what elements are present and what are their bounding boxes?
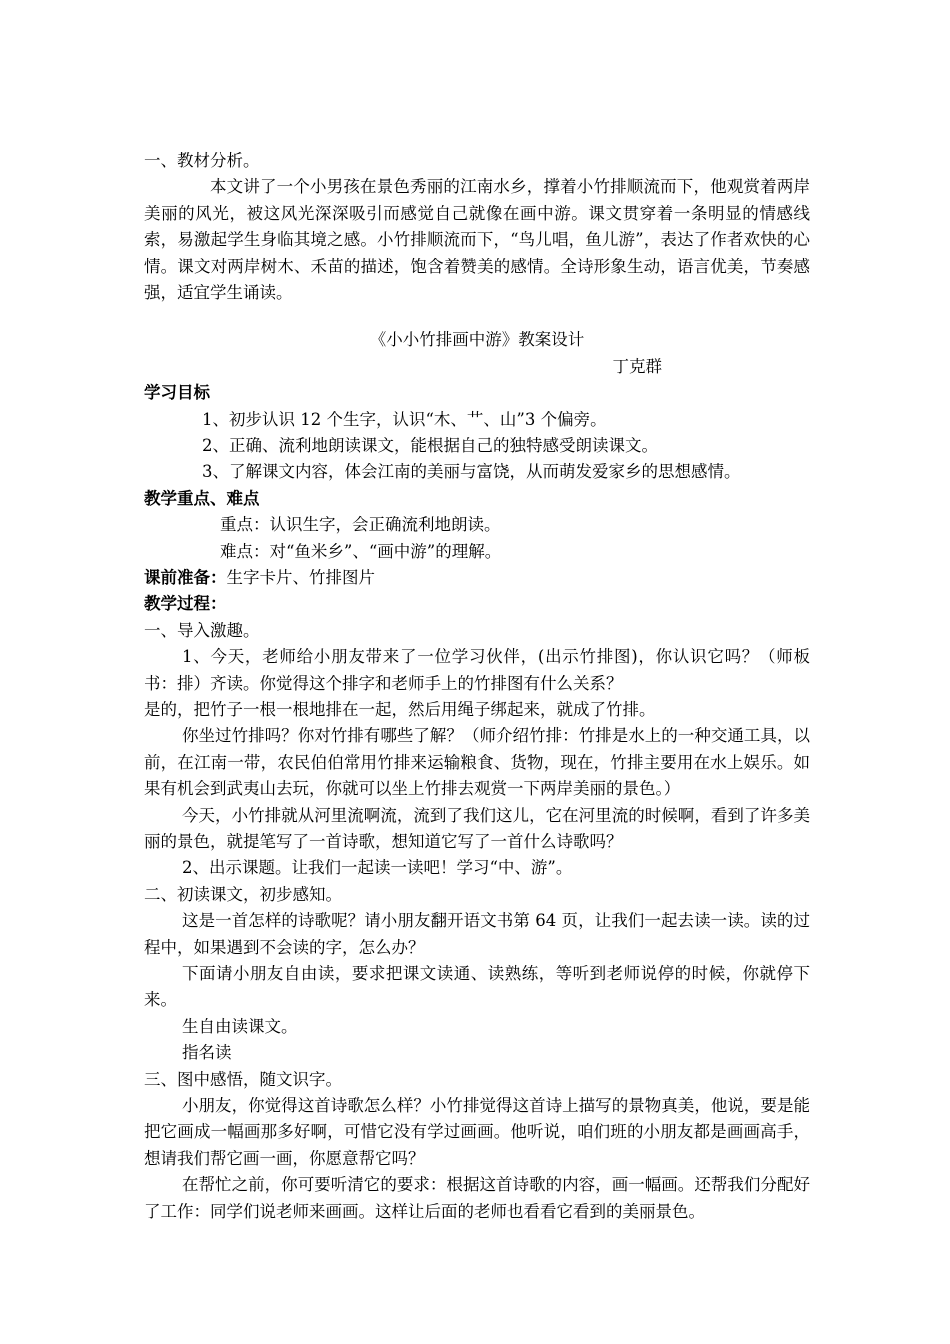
learning-goal-item: 1、初步认识 12 个生字，认识“木、艹、山”3 个偏旁。 bbox=[202, 409, 607, 429]
difficult-point-text: 难点：对“鱼米乡”、“画中游”的理解。 bbox=[220, 541, 502, 561]
step-heading-picture-understanding: 三、图中感悟，随文识字。 bbox=[144, 1069, 342, 1089]
first-reading-paragraph: 指名读 bbox=[182, 1043, 232, 1063]
intro-paragraph: 1、今天，老师给小朋友带来了一位学习伙伴，(出示竹排图)，你认识它吗？（师板书：排）齐读。你觉得这个排字和老师手上的竹排图有什么关系？ bbox=[144, 647, 810, 693]
first-reading-paragraph: 下面请小朋友自由读，要求把课文读通、读熟练，等听到老师说停的时候，你就停下来。 bbox=[144, 963, 810, 1010]
document-title: 《小小竹排画中游》教案设计 bbox=[369, 330, 585, 350]
teaching-process-heading: 教学过程： bbox=[144, 594, 227, 614]
textbook-analysis-paragraph: 本文讲了一个小男孩在景色秀丽的江南水乡，撑着小竹排顺流而下，他观赏着两岸美丽的风光，被这风光深深吸引而感觉自己就像在画中游。课文贯穿着一条明显的情感线索，易激起学生身临其境之感。小竹排顺流而下，“鸟儿唱，鱼儿游”，表达了作者欢快的心情。课文对两岸树木、禾苗的描述，饱含着赞美的感情。全诗形象生动，语言优美，节奏感强，适宜学生诵读。 bbox=[144, 177, 810, 303]
key-points-heading: 教学重点、难点 bbox=[144, 488, 260, 508]
learning-goals-heading: 学习目标 bbox=[144, 383, 210, 403]
preparation-text: 生字卡片、竹排图片 bbox=[226, 567, 375, 587]
step-heading-first-reading: 二、初读课文，初步感知。 bbox=[144, 884, 342, 904]
intro-paragraph: 今天，小竹排就从河里流啊流，流到了我们这儿，它在河里流的时候啊，看到了许多美丽的景色，就提笔写了一首诗歌，想知道它写了一首什么诗歌吗？ bbox=[144, 805, 810, 851]
learning-goal-item: 2、正确、流利地朗读课文，能根据自己的独特感受朗读课文。 bbox=[202, 435, 658, 455]
step-heading-intro: 一、导入激趣。 bbox=[144, 620, 260, 640]
intro-paragraph: 你坐过竹排吗？你对竹排有哪些了解？（师介绍竹排：竹排是水上的一种交通工具，以前，在江南一带，农民伯伯常用竹排来运输粮食、货物，现在，竹排主要用在水上娱乐。如果有机会到武夷山去玩，你就可以坐上竹排去观赏一下两岸美丽的景色。） bbox=[144, 726, 810, 799]
picture-understanding-paragraph: 小朋友，你觉得这首诗歌怎么样？小竹排觉得这首诗上描写的景物真美，他说，要是能把它画成一幅画那多好啊，可惜它没有学过画画。他听说，咱们班的小朋友都是画画高手，想请我们帮它画一画，你愿意帮它吗？ bbox=[144, 1095, 810, 1168]
key-point-text: 重点：认识生字，会正确流利地朗读。 bbox=[220, 515, 501, 535]
intro-paragraph: 是的，把竹子一根一根地排在一起，然后用绳子绑起来，就成了竹排。 bbox=[144, 699, 656, 719]
author-name: 丁克群 bbox=[612, 356, 662, 376]
first-reading-paragraph: 这是一首怎样的诗歌呢？请小朋友翻开语文书第 64 页，让我们一起去读一读。读的过程中，如果遇到不会读的字，怎么办？ bbox=[144, 911, 810, 957]
section-heading-textbook-analysis: 一、教材分析。 bbox=[144, 151, 260, 170]
first-reading-paragraph: 生自由读课文。 bbox=[182, 1016, 298, 1036]
picture-understanding-paragraph: 在帮忙之前，你可要听清它的要求：根据这首诗歌的内容，画一幅画。还帮我们分配好了工作：同学们说老师来画画。这样让后面的老师也看看它看到的美丽景色。 bbox=[144, 1175, 810, 1221]
intro-paragraph: 2、出示课题。让我们一起读一读吧！学习“中、游”。 bbox=[182, 858, 573, 878]
preparation-line bbox=[144, 565, 810, 591]
document-page bbox=[144, 148, 810, 1225]
preparation-label: 课前准备： bbox=[144, 567, 227, 587]
learning-goal-item: 3、了解课文内容，体会江南的美丽与富饶，从而萌发爱家乡的思想感情。 bbox=[202, 462, 741, 482]
